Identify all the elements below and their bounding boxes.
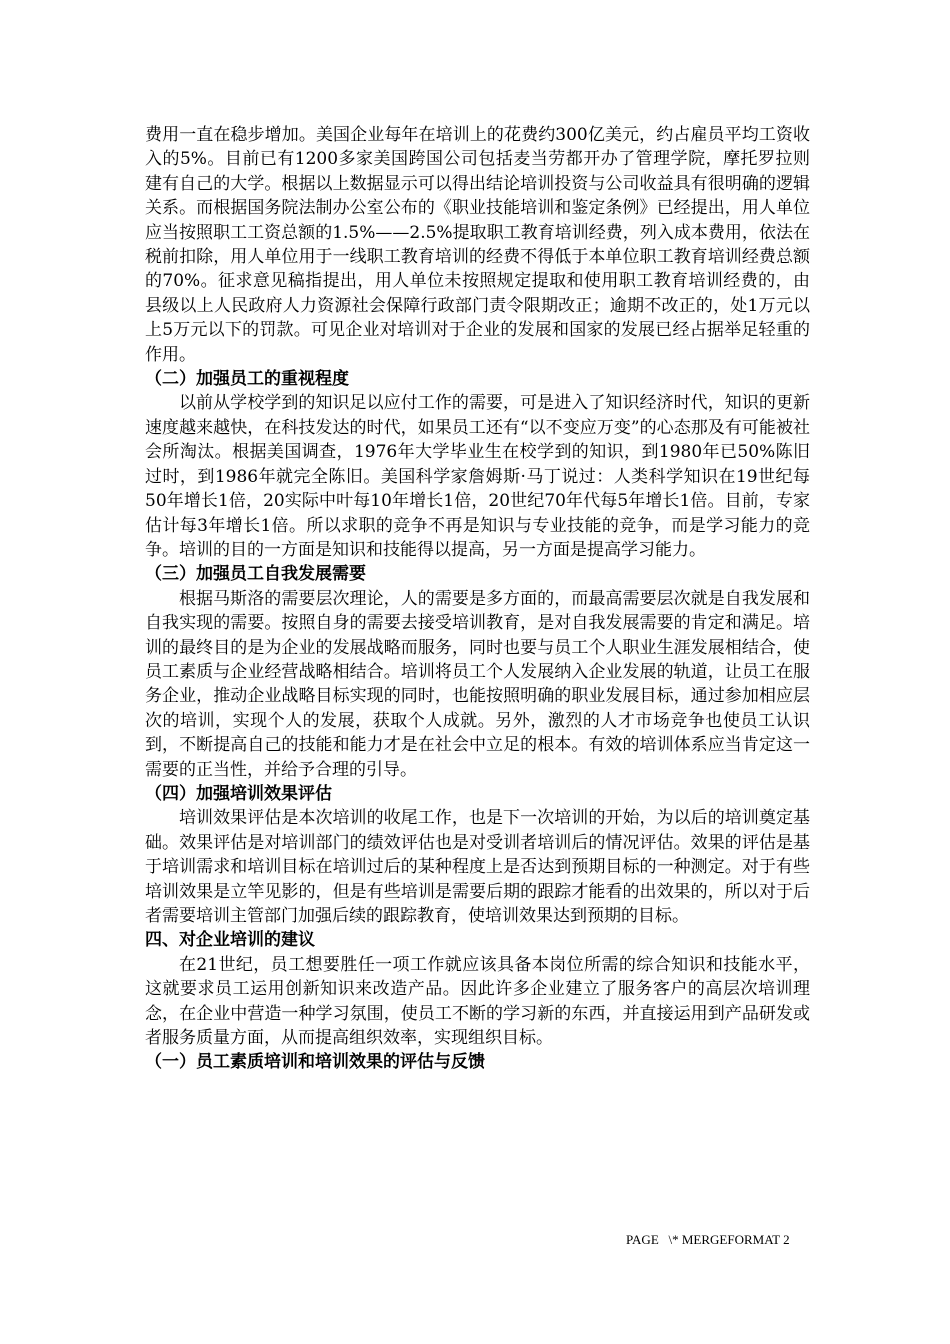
section-heading-self-development: （三）加强员工自我发展需要 <box>145 564 366 585</box>
paragraph-evaluation-details: 培训效果评估是本次培训的收尾工作，也是下一次培训的开始，为以后的培训奠定基础。效果评估是对培训部门的绩效评估也是对受训者培训后的情况评估。效果的评估是基于培训需求和培训目标在培训过后的某种程度上是否达到预期目标的一种测定。对于有些培训效果是立竿见影的，但是有些培训是需要后期的跟踪才能看的出效果的，所以对于后者需要培训主管部门加强后续的跟踪教育，使培训效果达到预期的目标。 <box>145 808 810 926</box>
section-heading-training-evaluation: （四）加强培训效果评估 <box>145 783 332 804</box>
section-heading-employee-emphasis: （二）加强员工的重视程度 <box>145 369 349 390</box>
paragraph-maslow-needs: 根据马斯洛的需要层次理论，人的需要是多方面的，而最高需要层次就是自我发展和自我实现的需要。按照自身的需要去接受培训教育，是对自我发展需要的肯定和满足。培训的最终目的是为企业的发展战略而服务，同时也要与员工个人职业生涯发展相结合，使员工素质与企业经营战略相结合。培训将员工个人发展纳入企业发展的轨道，让员工在服务企业，推动企业战略目标实现的同时，也能按照明确的职业发展目标，通过参加相应层次的培训，实现个人的发展，获取个人成就。另外，激烈的人才市场竞争也使员工认识到，不断提高自己的技能和能力才是在社会中立足的根本。有效的培训体系应当肯定这一需要的正当性，并给予合理的引导。 <box>145 588 810 780</box>
paragraph-training-investment: 费用一直在稳步增加。美国企业每年在培训上的花费约300亿美元，约占雇员平均工资收入的5%。目前已有1200多家美国跨国公司包括麦当劳都开办了管理学院，摩托罗拉则建有自己的大学。根据以上数据显示可以得出结论培训投资与公司收益具有很明确的逻辑关系。而根据国务院法制办公室公布的《职业技能培训和鉴定条例》已经提出，用人单位应当按照职工工资总额的1.5%——2.5%提取职工教育培训经费，列入成本费用，依法在税前扣除，用人单位用于一线职工教育培训的经费不得低于本单位职工教育培训经费总额的70%。征求意见稿指提出，用人单位未按照规定提取和使用职工教育培训经费的，由县级以上人民政府人力资源社会保障行政部门责令限期改正；逾期不改正的，处1万元以上5万元以下的罚款。可见企业对培训对于企业的发展和国家的发展已经占据举足轻重的作用。 <box>145 125 810 365</box>
section-heading-quality-training: （一）员工素质培训和培训效果的评估与反馈 <box>145 1052 485 1073</box>
chapter-heading-recommendations: 四、对企业培训的建议 <box>145 930 315 951</box>
page-footer-field: PAGE \* MERGEFORMAT 2 <box>626 1232 790 1247</box>
paragraph-knowledge-update: 以前从学校学到的知识足以应付工作的需要，可是进入了知识经济时代，知识的更新速度越来越快，在科技发达的时代，如果员工还有“以不变应万变”的心态那及有可能被社会所淘汰。根据美国调查，1976年大学毕业生在校学到的知识，到1980年已50%陈旧过时，到1986年就完全陈旧。美国科学家詹姆斯·马丁说过：人类科学知识在19世纪每50年增长1倍，20实际中叶每10年增长1倍，20世纪70年代每5年增长1倍。目前，专家估计每3年增长1倍。所以求职的竞争不再是知识与专业技能的竞争，而是学习能力的竞争。培训的目的一方面是知识和技能得以提高，另一方面是提高学习能力。 <box>145 393 810 560</box>
document-body <box>145 123 810 1075</box>
paragraph-21st-century: 在21世纪，员工想要胜任一项工作就应该具备本岗位所需的综合知识和技能水平，这就要求员工运用创新知识来改造产品。因此许多企业建立了服务客户的高层次培训理念，在企业中营造一种学习氛围，使员工不断的学习新的东西，并直接运用到产品研发或者服务质量方面，从而提高组织效率，实现组织目标。 <box>145 954 810 1049</box>
